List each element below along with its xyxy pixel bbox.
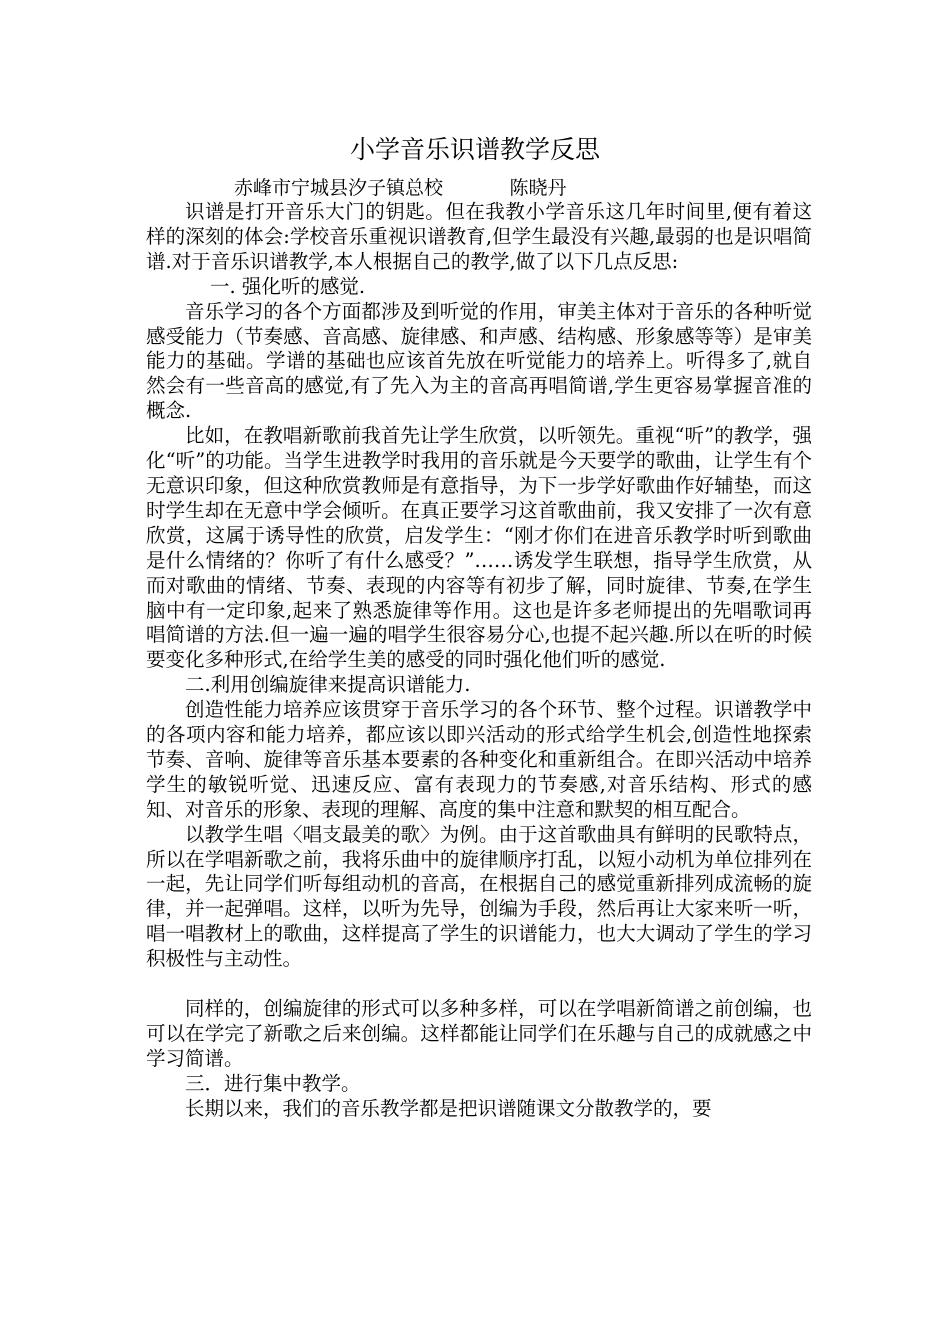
paragraph-intro: 识谱是打开音乐大门的钥匙。但在我教小学音乐这几年时间里,便有着这样的深刻的体会:学校音乐重视识谱教育,但学生最没有兴趣,最弱的也是识唱简谱.对于音乐识谱教学,本人根据自己的教学,做了以下几点反思: [146, 200, 812, 273]
document-title: 小学音乐识谱教学反思 [349, 135, 600, 164]
paragraph: 同样的，创编旋律的形式可以多种多样，可以在学唱新简谱之前创编，也可以在学完了新歌之后来创编。这样都能让同学们在乐趣与自己的成就感之中学习简谱。 [146, 996, 812, 1070]
paragraph: 比如，在教唱新歌前我首先让学生欣赏，以听领先。重视“听”的教学，强化“听”的功能。当学生进教学时我用的音乐就是今天要学的歌曲，让学生有个无意识印象，但这种欣赏教师是有意指导，为下一步学好歌曲作好辅垫，而这时学生却在无意中学会倾听。在真正要学习这首歌曲前，我又安排了一次有意欣赏，这属于诱导性的欣赏，启发学生：“刚才你们在进音乐教学时听到歌曲是什么情绪的？你听了有什么感受？”……诱发学生联想，指导学生欣赏，从而对歌曲的情绪、节奏、表现的内容等有初步了解，同时旋律、节奏,在学生脑中有一定印象,起来了熟悉旋律等作用。这也是许多老师提出的先唱歌词再唱简谱的方法.但一遍一遍的唱学生很容易分心,也提不起兴趣.所以在听的时候要变化多种形式,在给学生美的感受的同时强化他们听的感觉. [146, 424, 812, 672]
author-name: 陈晓丹 [509, 177, 567, 199]
author-school: 赤峰市宁城县汐子镇总校 [234, 177, 444, 199]
blank-line [146, 972, 812, 997]
paragraph: 创造性能力培养应该贯穿于音乐学习的各个环节、整个过程。识谱教学中的各项内容和能力培养，都应该以即兴活动的形式给学生机会,创造性地探索节奏、音响、旋律等音乐基本要素的各种变化和重新组合。在即兴活动中培养学生的敏锐听觉、迅速反应、富有表现力的节奏感,对音乐结构、形式的感知、对音乐的形象、表现的理解、高度的集中注意和默契的相互配合。 [146, 698, 812, 821]
paragraph: 以教学生唱〈唱支最美的歌〉为例。由于这首歌曲具有鲜明的民歌特点，所以在学唱新歌之前，我将乐曲中的旋律顺序打乱，以短小动机为单位排列在一起，先让同学们听每组动机的音高，在根据自己的感觉重新排列成流畅的旋律，并一起弹唱。这样，以听为先导，创编为手段，然后再让大家来听一听，唱一唱教材上的歌曲，这样提高了学生的识谱能力，也大大调动了学生的学习积极性与主动性。 [146, 822, 812, 971]
document-body [146, 200, 812, 1122]
section-heading-2: 二.利用创编旋律来提高识谱能力. [185, 673, 471, 697]
byline-spacer [443, 177, 509, 199]
paragraph: 音乐学习的各个方面都涉及到听觉的作用，审美主体对于音乐的各种听觉感受能力（节奏感、音高感、旋律感、和声感、结构感、形象感等等）是审美能力的基础。学谱的基础也应该首先放在听觉能力的培养上。听得多了,就自然会有一些音高的感觉,有了先入为主的音高再唱简谱,学生更容易掌握音准的概念. [146, 299, 812, 423]
section-heading-3: 三．进行集中教学。 [185, 1071, 361, 1095]
author-line [234, 176, 566, 200]
paragraph: 长期以来，我们的音乐教学都是把识谱随课文分散教学的，要 [185, 1096, 712, 1120]
section-heading-1: 一. 强化听的感觉. [210, 274, 366, 298]
